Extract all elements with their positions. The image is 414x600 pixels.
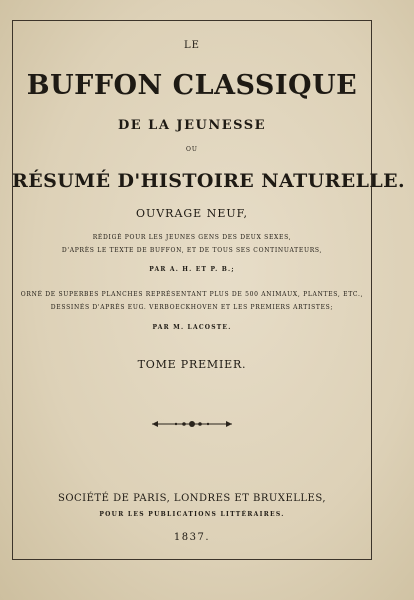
publisher-purpose: POUR LES PUBLICATIONS LITTÉRAIRES. [99, 511, 285, 518]
orne-line-2: DESSINÉS D'APRÈS EUG. VERBOECKHOVEN ET LES PREMIERS ARTISTES; [50, 304, 334, 311]
alternate-title: RÉSUMÉ D'HISTOIRE NATURELLE. [12, 170, 406, 192]
redige-line-1: RÉDIGÉ POUR LES JEUNES GENS DES DEUX SEXES, [92, 234, 292, 241]
title-article: LE [184, 40, 200, 51]
ornament-divider-icon [150, 418, 234, 430]
redige-line-2: D'APRÈS LE TEXTE DE BUFFON, ET DE TOUS SES CONTINUATEURS, [61, 247, 323, 254]
conjunction-ou: OU [186, 146, 198, 153]
publisher-line: SOCIÉTÉ DE PARIS, LONDRES ET BRUXELLES, [57, 493, 327, 504]
volume-label: TOME PREMIER. [137, 358, 247, 371]
illustrator-line: PAR M. LACOSTE. [152, 324, 232, 331]
page-border-frame [12, 20, 406, 560]
orne-line-1: ORNÉ DE SUPERBES PLANCHES REPRÉSENTANT PLUS DE 500 ANIMAUX, PLANTES, ETC., [20, 291, 364, 298]
subtitle: DE LA JEUNESSE [117, 118, 267, 133]
authors-line: PAR A. H. ET P. B.; [149, 266, 235, 273]
publication-year: 1837. [173, 532, 211, 543]
main-title: BUFFON CLASSIQUE [26, 70, 358, 101]
ouvrage-neuf: OUVRAGE NEUF, [135, 207, 249, 220]
